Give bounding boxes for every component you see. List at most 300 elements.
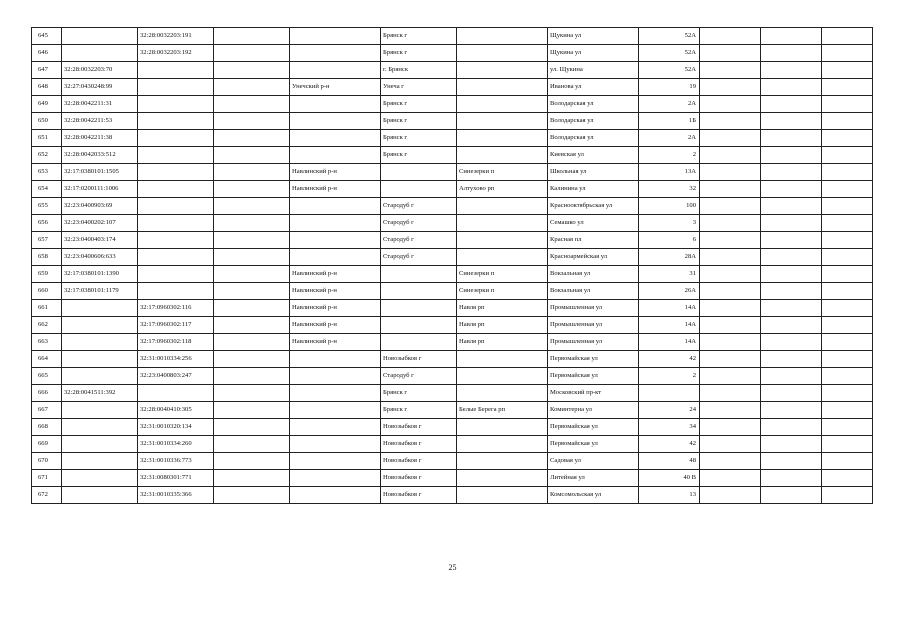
- street-cell: Щукина ул: [548, 28, 639, 45]
- empty-cell: [214, 147, 290, 164]
- city-cell: Новозыбков г: [381, 436, 457, 453]
- house-number-cell: 2А: [639, 96, 700, 113]
- city-cell: Брянск г: [381, 96, 457, 113]
- settlement-cell: [457, 28, 548, 45]
- cadastral-number-cell: 32:28:0042211:38: [62, 130, 138, 147]
- row-number-cell: 661: [32, 300, 62, 317]
- empty-cell: [214, 436, 290, 453]
- street-cell: Первомайская ул: [548, 368, 639, 385]
- street-cell: Киевская ул: [548, 147, 639, 164]
- settlement-cell: [457, 436, 548, 453]
- city-cell: [381, 334, 457, 351]
- house-number-cell: [639, 385, 700, 402]
- empty-cell: [761, 113, 822, 130]
- cadastral-number-alt-cell: [138, 96, 214, 113]
- district-cell: [290, 232, 381, 249]
- empty-cell: [700, 368, 761, 385]
- house-number-cell: 52А: [639, 62, 700, 79]
- house-number-cell: 52А: [639, 28, 700, 45]
- district-cell: [290, 419, 381, 436]
- district-cell: Навлинский р-н: [290, 334, 381, 351]
- table-row: [32, 470, 873, 487]
- empty-cell: [822, 198, 873, 215]
- house-number-cell: 42: [639, 351, 700, 368]
- cadastral-number-alt-cell: 32:31:0010320:134: [138, 419, 214, 436]
- row-number-cell: 646: [32, 45, 62, 62]
- empty-cell: [214, 351, 290, 368]
- empty-cell: [761, 436, 822, 453]
- cadastral-number-alt-cell: [138, 198, 214, 215]
- cadastral-number-cell: 32:23:0400606:633: [62, 249, 138, 266]
- empty-cell: [700, 300, 761, 317]
- empty-cell: [700, 419, 761, 436]
- cadastral-number-cell: 32:23:0400903:69: [62, 198, 138, 215]
- row-number-cell: 666: [32, 385, 62, 402]
- house-number-cell: 40 В: [639, 470, 700, 487]
- empty-cell: [214, 300, 290, 317]
- empty-cell: [761, 130, 822, 147]
- cadastral-number-alt-cell: [138, 385, 214, 402]
- empty-cell: [822, 147, 873, 164]
- cadastral-number-alt-cell: [138, 164, 214, 181]
- city-cell: Брянск г: [381, 45, 457, 62]
- district-cell: Унечский р-н: [290, 79, 381, 96]
- empty-cell: [761, 453, 822, 470]
- cadastral-number-alt-cell: [138, 62, 214, 79]
- table-row: [32, 113, 873, 130]
- settlement-cell: [457, 215, 548, 232]
- row-number-cell: 671: [32, 470, 62, 487]
- street-cell: Иванова ул: [548, 79, 639, 96]
- street-cell: Первомайская ул: [548, 351, 639, 368]
- empty-cell: [214, 368, 290, 385]
- row-number-cell: 672: [32, 487, 62, 504]
- empty-cell: [214, 96, 290, 113]
- empty-cell: [822, 419, 873, 436]
- settlement-cell: [457, 198, 548, 215]
- house-number-cell: 13А: [639, 164, 700, 181]
- cadastral-number-alt-cell: [138, 215, 214, 232]
- empty-cell: [700, 28, 761, 45]
- empty-cell: [214, 215, 290, 232]
- district-cell: [290, 470, 381, 487]
- cadastral-number-cell: [62, 470, 138, 487]
- empty-cell: [822, 181, 873, 198]
- city-cell: [381, 266, 457, 283]
- empty-cell: [761, 96, 822, 113]
- street-cell: Промышленная ул: [548, 300, 639, 317]
- empty-cell: [214, 28, 290, 45]
- empty-cell: [822, 334, 873, 351]
- empty-cell: [214, 334, 290, 351]
- district-cell: Навлинский р-н: [290, 300, 381, 317]
- city-cell: [381, 164, 457, 181]
- settlement-cell: [457, 351, 548, 368]
- district-cell: [290, 385, 381, 402]
- cadastral-number-cell: 32:17:0200111:1006: [62, 181, 138, 198]
- cadastral-number-alt-cell: [138, 147, 214, 164]
- cadastral-number-alt-cell: [138, 266, 214, 283]
- city-cell: Брянск г: [381, 402, 457, 419]
- district-cell: Навлинский р-н: [290, 266, 381, 283]
- street-cell: Калинина ул: [548, 181, 639, 198]
- cadastral-number-alt-cell: 32:31:0080301:771: [138, 470, 214, 487]
- empty-cell: [214, 470, 290, 487]
- district-cell: Навлинский р-н: [290, 181, 381, 198]
- house-number-cell: 28А: [639, 249, 700, 266]
- empty-cell: [761, 249, 822, 266]
- street-cell: Комсомольская ул: [548, 487, 639, 504]
- street-cell: Коминтерна ул: [548, 402, 639, 419]
- table-row: [32, 453, 873, 470]
- empty-cell: [214, 266, 290, 283]
- cadastral-number-alt-cell: [138, 79, 214, 96]
- row-number-cell: 645: [32, 28, 62, 45]
- street-cell: Школьная ул: [548, 164, 639, 181]
- empty-cell: [822, 232, 873, 249]
- street-cell: Промышленная ул: [548, 317, 639, 334]
- row-number-cell: 667: [32, 402, 62, 419]
- empty-cell: [822, 62, 873, 79]
- row-number-cell: 663: [32, 334, 62, 351]
- house-number-cell: 32: [639, 181, 700, 198]
- settlement-cell: [457, 147, 548, 164]
- district-cell: [290, 453, 381, 470]
- table-row: [32, 266, 873, 283]
- house-number-cell: 19: [639, 79, 700, 96]
- row-number-cell: 657: [32, 232, 62, 249]
- district-cell: [290, 62, 381, 79]
- settlement-cell: [457, 419, 548, 436]
- settlement-cell: [457, 232, 548, 249]
- cadastral-number-alt-cell: [138, 181, 214, 198]
- city-cell: Новозыбков г: [381, 487, 457, 504]
- empty-cell: [700, 283, 761, 300]
- cadastral-number-cell: 32:28:0042211:31: [62, 96, 138, 113]
- empty-cell: [761, 215, 822, 232]
- empty-cell: [761, 232, 822, 249]
- empty-cell: [822, 300, 873, 317]
- row-number-cell: 651: [32, 130, 62, 147]
- empty-cell: [822, 402, 873, 419]
- street-cell: Володарская ул: [548, 113, 639, 130]
- table-row: [32, 62, 873, 79]
- table-row: [32, 215, 873, 232]
- empty-cell: [214, 164, 290, 181]
- house-number-cell: 2: [639, 147, 700, 164]
- house-number-cell: 1Б: [639, 113, 700, 130]
- empty-cell: [700, 147, 761, 164]
- empty-cell: [214, 130, 290, 147]
- empty-cell: [822, 453, 873, 470]
- cadastral-number-cell: 32:28:0041511:392: [62, 385, 138, 402]
- empty-cell: [761, 334, 822, 351]
- city-cell: Стародуб г: [381, 249, 457, 266]
- cadastral-number-cell: [62, 28, 138, 45]
- cadastral-number-alt-cell: [138, 249, 214, 266]
- street-cell: Щукина ул: [548, 45, 639, 62]
- settlement-cell: Белые Берега рп: [457, 402, 548, 419]
- cadastral-number-cell: 32:23:0400403:174: [62, 232, 138, 249]
- empty-cell: [822, 249, 873, 266]
- street-cell: Вокзальная ул: [548, 266, 639, 283]
- cadastral-number-alt-cell: 32:23:0400803:247: [138, 368, 214, 385]
- district-cell: Навлинский р-н: [290, 164, 381, 181]
- empty-cell: [700, 334, 761, 351]
- house-number-cell: 6: [639, 232, 700, 249]
- empty-cell: [822, 113, 873, 130]
- district-cell: [290, 215, 381, 232]
- district-cell: [290, 249, 381, 266]
- empty-cell: [700, 436, 761, 453]
- city-cell: [381, 317, 457, 334]
- cadastral-number-cell: 32:27:0430248:99: [62, 79, 138, 96]
- table-row: [32, 164, 873, 181]
- district-cell: [290, 96, 381, 113]
- street-cell: Володарская ул: [548, 96, 639, 113]
- empty-cell: [822, 130, 873, 147]
- empty-cell: [822, 317, 873, 334]
- city-cell: Брянск г: [381, 385, 457, 402]
- empty-cell: [761, 28, 822, 45]
- street-cell: Первомайская ул: [548, 436, 639, 453]
- table-row: [32, 96, 873, 113]
- house-number-cell: 24: [639, 402, 700, 419]
- empty-cell: [761, 470, 822, 487]
- district-cell: Навлинский р-н: [290, 317, 381, 334]
- city-cell: Брянск г: [381, 28, 457, 45]
- row-number-cell: 662: [32, 317, 62, 334]
- empty-cell: [700, 79, 761, 96]
- cadastral-number-cell: [62, 334, 138, 351]
- settlement-cell: [457, 487, 548, 504]
- empty-cell: [700, 45, 761, 62]
- empty-cell: [214, 453, 290, 470]
- street-cell: Первомайская ул: [548, 419, 639, 436]
- empty-cell: [822, 385, 873, 402]
- city-cell: Брянск г: [381, 113, 457, 130]
- empty-cell: [700, 232, 761, 249]
- cadastral-number-alt-cell: 32:17:0960302:116: [138, 300, 214, 317]
- cadastral-number-alt-cell: 32:31:0010335:366: [138, 487, 214, 504]
- row-number-cell: 653: [32, 164, 62, 181]
- settlement-cell: [457, 249, 548, 266]
- empty-cell: [761, 368, 822, 385]
- cadastral-number-cell: [62, 300, 138, 317]
- cadastral-number-cell: [62, 436, 138, 453]
- house-number-cell: 34: [639, 419, 700, 436]
- registry-rows: [32, 28, 873, 504]
- row-number-cell: 660: [32, 283, 62, 300]
- city-cell: [381, 283, 457, 300]
- cadastral-number-alt-cell: 32:31:0010334:260: [138, 436, 214, 453]
- table-row: [32, 232, 873, 249]
- table-row: [32, 130, 873, 147]
- table-row: [32, 249, 873, 266]
- city-cell: Новозыбков г: [381, 470, 457, 487]
- city-cell: Брянск г: [381, 130, 457, 147]
- table-row: [32, 419, 873, 436]
- district-cell: [290, 28, 381, 45]
- house-number-cell: 14А: [639, 300, 700, 317]
- city-cell: Стародуб г: [381, 198, 457, 215]
- district-cell: Навлинский р-н: [290, 283, 381, 300]
- cadastral-number-alt-cell: [138, 130, 214, 147]
- empty-cell: [700, 62, 761, 79]
- cadastral-number-alt-cell: [138, 113, 214, 130]
- street-cell: Красноармейская ул: [548, 249, 639, 266]
- city-cell: Брянск г: [381, 147, 457, 164]
- row-number-cell: 668: [32, 419, 62, 436]
- house-number-cell: 100: [639, 198, 700, 215]
- settlement-cell: Навля рп: [457, 334, 548, 351]
- table-row: [32, 147, 873, 164]
- table-row: [32, 45, 873, 62]
- table-row: [32, 181, 873, 198]
- settlement-cell: Синезерки п: [457, 266, 548, 283]
- city-cell: Новозыбков г: [381, 453, 457, 470]
- cadastral-number-alt-cell: 32:31:0010336:773: [138, 453, 214, 470]
- row-number-cell: 665: [32, 368, 62, 385]
- row-number-cell: 659: [32, 266, 62, 283]
- empty-cell: [700, 266, 761, 283]
- row-number-cell: 649: [32, 96, 62, 113]
- registry-table: [31, 27, 873, 504]
- row-number-cell: 658: [32, 249, 62, 266]
- settlement-cell: [457, 96, 548, 113]
- settlement-cell: [457, 113, 548, 130]
- settlement-cell: [457, 130, 548, 147]
- empty-cell: [761, 181, 822, 198]
- cadastral-number-cell: [62, 453, 138, 470]
- empty-cell: [700, 351, 761, 368]
- empty-cell: [761, 147, 822, 164]
- row-number-cell: 654: [32, 181, 62, 198]
- street-cell: Краснооктябрьская ул: [548, 198, 639, 215]
- cadastral-number-cell: 32:17:0380101:1390: [62, 266, 138, 283]
- cadastral-number-cell: 32:28:0032203:70: [62, 62, 138, 79]
- empty-cell: [700, 317, 761, 334]
- row-number-cell: 647: [32, 62, 62, 79]
- empty-cell: [822, 215, 873, 232]
- cadastral-number-cell: 32:17:0380101:1505: [62, 164, 138, 181]
- empty-cell: [822, 436, 873, 453]
- empty-cell: [761, 317, 822, 334]
- empty-cell: [822, 470, 873, 487]
- house-number-cell: 48: [639, 453, 700, 470]
- street-cell: Володарская ул: [548, 130, 639, 147]
- district-cell: [290, 351, 381, 368]
- district-cell: [290, 45, 381, 62]
- settlement-cell: [457, 368, 548, 385]
- empty-cell: [214, 385, 290, 402]
- empty-cell: [700, 130, 761, 147]
- empty-cell: [761, 198, 822, 215]
- empty-cell: [700, 181, 761, 198]
- settlement-cell: [457, 79, 548, 96]
- cadastral-number-cell: [62, 351, 138, 368]
- empty-cell: [214, 198, 290, 215]
- street-cell: ул. Щукина: [548, 62, 639, 79]
- cadastral-number-cell: 32:23:0400202:107: [62, 215, 138, 232]
- district-cell: [290, 198, 381, 215]
- empty-cell: [700, 487, 761, 504]
- city-cell: Новозыбков г: [381, 419, 457, 436]
- empty-cell: [761, 419, 822, 436]
- empty-cell: [700, 164, 761, 181]
- district-cell: [290, 402, 381, 419]
- table-row: [32, 28, 873, 45]
- empty-cell: [700, 385, 761, 402]
- district-cell: [290, 368, 381, 385]
- page-number: 25: [448, 563, 457, 572]
- cadastral-number-alt-cell: 32:28:0032203:192: [138, 45, 214, 62]
- row-number-cell: 655: [32, 198, 62, 215]
- cadastral-number-cell: [62, 317, 138, 334]
- empty-cell: [214, 402, 290, 419]
- cadastral-number-cell: 32:28:0042033:512: [62, 147, 138, 164]
- row-number-cell: 669: [32, 436, 62, 453]
- street-cell: Красная пл: [548, 232, 639, 249]
- empty-cell: [822, 96, 873, 113]
- city-cell: Стародуб г: [381, 215, 457, 232]
- table-row: [32, 436, 873, 453]
- cadastral-number-alt-cell: 32:28:0032203:191: [138, 28, 214, 45]
- cadastral-number-cell: 32:17:0380101:1179: [62, 283, 138, 300]
- empty-cell: [700, 249, 761, 266]
- empty-cell: [761, 487, 822, 504]
- empty-cell: [761, 79, 822, 96]
- city-cell: [381, 181, 457, 198]
- empty-cell: [761, 45, 822, 62]
- empty-cell: [822, 283, 873, 300]
- street-cell: Семашко ул: [548, 215, 639, 232]
- row-number-cell: 650: [32, 113, 62, 130]
- district-cell: [290, 130, 381, 147]
- empty-cell: [700, 402, 761, 419]
- empty-cell: [214, 487, 290, 504]
- empty-cell: [761, 283, 822, 300]
- row-number-cell: 664: [32, 351, 62, 368]
- empty-cell: [761, 385, 822, 402]
- empty-cell: [700, 453, 761, 470]
- settlement-cell: Навля рп: [457, 317, 548, 334]
- city-cell: [381, 300, 457, 317]
- empty-cell: [700, 470, 761, 487]
- empty-cell: [214, 113, 290, 130]
- cadastral-number-alt-cell: 32:17:0960302:117: [138, 317, 214, 334]
- street-cell: Вокзальная ул: [548, 283, 639, 300]
- district-cell: [290, 113, 381, 130]
- house-number-cell: 42: [639, 436, 700, 453]
- settlement-cell: Навля рп: [457, 300, 548, 317]
- empty-cell: [214, 419, 290, 436]
- city-cell: Унеча г: [381, 79, 457, 96]
- cadastral-number-alt-cell: [138, 283, 214, 300]
- settlement-cell: [457, 385, 548, 402]
- cadastral-number-cell: 32:28:0042211:53: [62, 113, 138, 130]
- empty-cell: [214, 317, 290, 334]
- table-row: [32, 368, 873, 385]
- city-cell: Стародуб г: [381, 368, 457, 385]
- empty-cell: [700, 215, 761, 232]
- table-row: [32, 351, 873, 368]
- row-number-cell: 652: [32, 147, 62, 164]
- city-cell: Новозыбков г: [381, 351, 457, 368]
- settlement-cell: [457, 470, 548, 487]
- cadastral-number-alt-cell: 32:17:0960302:118: [138, 334, 214, 351]
- cadastral-number-cell: [62, 402, 138, 419]
